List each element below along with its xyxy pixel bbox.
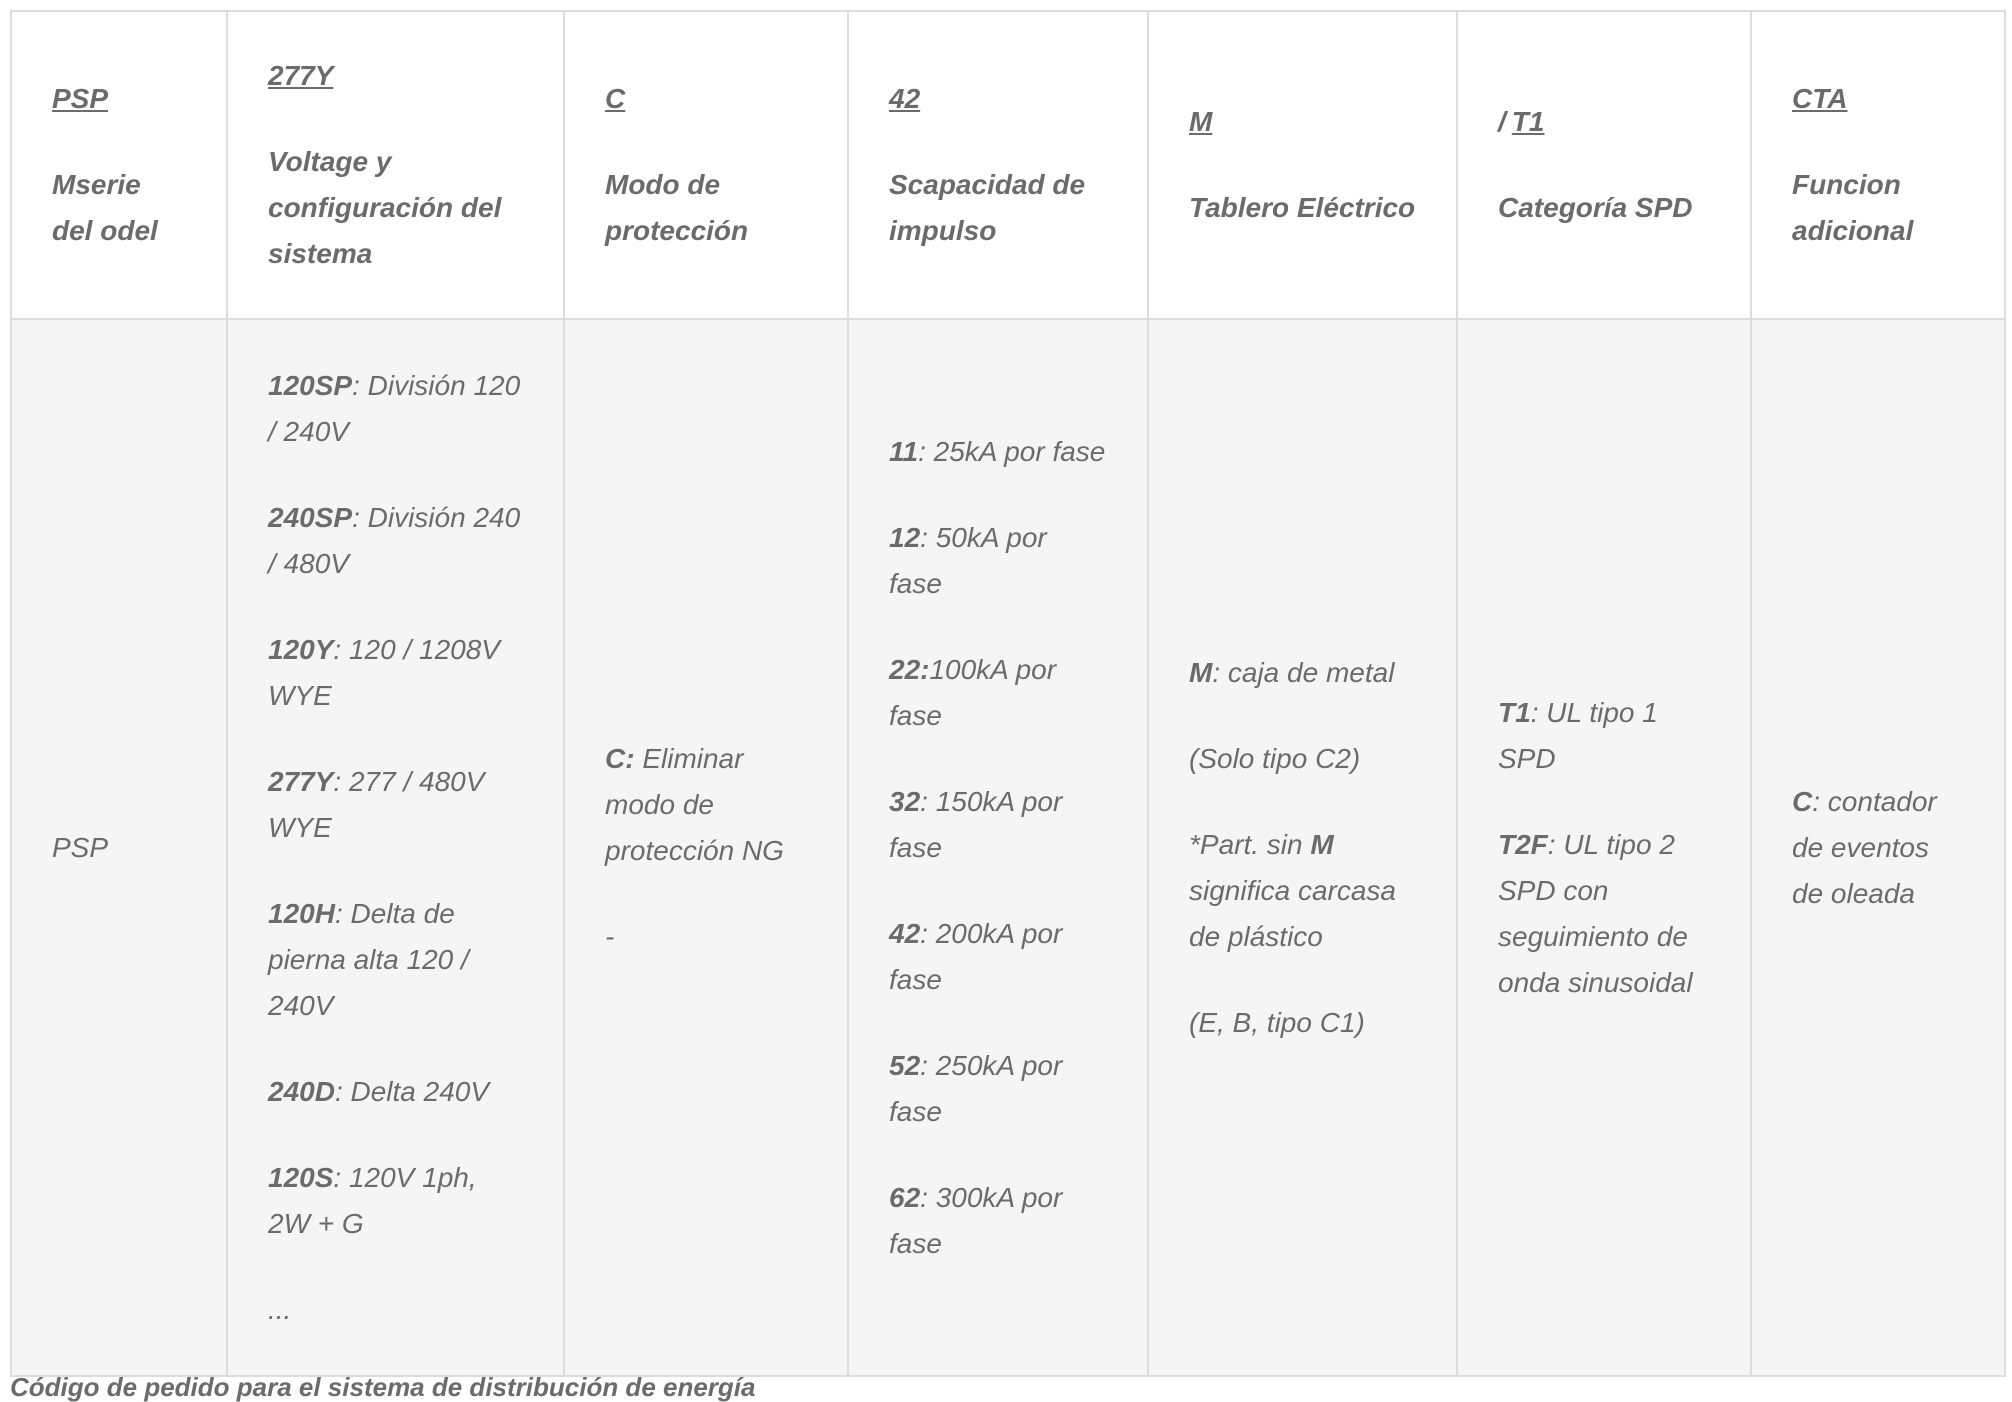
header-cell-model bbox=[11, 11, 227, 319]
option-code: 22: bbox=[889, 653, 930, 685]
cell-spd bbox=[1457, 319, 1751, 1376]
header-cell-mode bbox=[564, 11, 848, 319]
option-text: significa carcasa de plástico bbox=[1189, 874, 1396, 952]
mode-option bbox=[605, 736, 807, 874]
option-code: 240D bbox=[268, 1075, 335, 1107]
cell-extra bbox=[1751, 319, 2005, 1376]
cell-capacity bbox=[848, 319, 1148, 1376]
option-text: : 250kA por fase bbox=[889, 1049, 1063, 1127]
header-label: Funcion adicional bbox=[1792, 169, 1914, 246]
option-text: : contador de eventos de oleada bbox=[1792, 785, 1937, 909]
capacity-option bbox=[889, 911, 1107, 1003]
option-code: 120H bbox=[268, 897, 335, 929]
option-text: 100kA por fase bbox=[889, 653, 1057, 731]
header-cell-capacity bbox=[848, 11, 1148, 319]
option-text: *Part. sin bbox=[1189, 828, 1311, 860]
table-caption: Código de pedido para el sistema de distribución de energía bbox=[10, 1372, 756, 1402]
option-code: T1 bbox=[1498, 696, 1531, 728]
option-text: : 50kA por fase bbox=[889, 521, 1047, 599]
enclosure-option bbox=[1189, 650, 1416, 696]
options-row bbox=[11, 319, 2005, 1376]
cell-mode bbox=[564, 319, 848, 1376]
option-code: M bbox=[1310, 828, 1334, 860]
option-code: 42 bbox=[889, 917, 921, 949]
option-code: T2F bbox=[1498, 828, 1548, 860]
option-code: 277Y bbox=[268, 765, 334, 797]
enclosure-note bbox=[1189, 822, 1416, 960]
option-code: C bbox=[1792, 785, 1813, 817]
voltage-option bbox=[268, 1155, 523, 1247]
spd-option bbox=[1498, 690, 1710, 782]
option-text: : UL tipo 2 SPD con seguimiento de onda sinusoidal bbox=[1498, 828, 1693, 998]
option-text: ... bbox=[268, 1293, 292, 1325]
header-cell-extra bbox=[1751, 11, 2005, 319]
cell-model bbox=[11, 319, 227, 1376]
header-code: 277Y bbox=[268, 60, 334, 91]
option-text: (Solo tipo C2) bbox=[1189, 742, 1361, 774]
option-text: : División 120 / 240V bbox=[268, 369, 521, 447]
extra-option bbox=[1792, 779, 1964, 917]
option-text: - bbox=[605, 920, 615, 952]
voltage-option bbox=[268, 1069, 523, 1115]
option-text: : 120 / 1208V WYE bbox=[268, 633, 500, 711]
enclosure-note bbox=[1189, 736, 1416, 782]
header-cell-spd bbox=[1457, 11, 1751, 319]
header-cell-voltage bbox=[227, 11, 564, 319]
header-code: CTA bbox=[1792, 83, 1848, 114]
capacity-option bbox=[889, 1175, 1107, 1267]
option-text: : caja de metal bbox=[1212, 656, 1395, 688]
header-label: Voltage y configuración del sistema bbox=[268, 146, 502, 269]
option-text: : Delta 240V bbox=[334, 1075, 490, 1107]
option-text: : 150kA por fase bbox=[889, 785, 1063, 863]
capacity-option bbox=[889, 647, 1107, 739]
voltage-option bbox=[268, 363, 523, 455]
model-code-table bbox=[10, 10, 2006, 1377]
spd-option bbox=[1498, 822, 1710, 1006]
voltage-option bbox=[268, 759, 523, 851]
capacity-option bbox=[889, 779, 1107, 871]
option-code: 11 bbox=[889, 435, 919, 467]
option-code: 32 bbox=[889, 785, 921, 817]
option-text: : División 240 / 480V bbox=[268, 501, 521, 579]
capacity-option bbox=[889, 429, 1107, 475]
header-code: C bbox=[605, 83, 626, 114]
header-code: M bbox=[1189, 106, 1213, 137]
option-text: Eliminar modo de protección NG bbox=[605, 742, 784, 866]
option-code: 120Y bbox=[268, 633, 334, 665]
option-code: M bbox=[1189, 656, 1213, 688]
model-value: PSP bbox=[52, 831, 109, 863]
cell-enclosure bbox=[1148, 319, 1457, 1376]
option-code: 240SP bbox=[268, 501, 353, 533]
header-code: PSP bbox=[52, 83, 109, 114]
option-text: : UL tipo 1 SPD bbox=[1498, 696, 1658, 774]
option-code: 52 bbox=[889, 1049, 921, 1081]
option-text: (E, B, tipo C1) bbox=[1189, 1006, 1365, 1038]
capacity-option bbox=[889, 1043, 1107, 1135]
option-code: 120SP bbox=[268, 369, 353, 401]
option-code: 120S bbox=[268, 1161, 334, 1193]
header-code: 42 bbox=[889, 83, 921, 114]
header-label: Modo de protección bbox=[605, 169, 749, 246]
header-row bbox=[11, 11, 2005, 319]
header-cell-enclosure bbox=[1148, 11, 1457, 319]
cell-voltage bbox=[227, 319, 564, 1376]
option-text: : 120V 1ph, 2W + G bbox=[268, 1161, 477, 1239]
mode-option bbox=[605, 914, 807, 960]
voltage-option bbox=[268, 495, 523, 587]
enclosure-note bbox=[1189, 1000, 1416, 1046]
voltage-option bbox=[268, 891, 523, 1029]
option-code: 62 bbox=[889, 1181, 921, 1213]
option-code: 12 bbox=[889, 521, 921, 553]
option-text: : Delta de pierna alta 120 / 240V bbox=[268, 897, 469, 1021]
header-label: Scapacidad de impulso bbox=[889, 169, 1086, 246]
voltage-option bbox=[268, 627, 523, 719]
header-label: Tablero Eléctrico bbox=[1189, 192, 1416, 223]
option-text: : 200kA por fase bbox=[889, 917, 1063, 995]
header-prefix: / bbox=[1498, 106, 1506, 137]
header-label: Categoría SPD bbox=[1498, 192, 1693, 223]
option-text: : 25kA por fase bbox=[918, 435, 1106, 467]
header-label: Mserie del odel bbox=[52, 169, 158, 246]
capacity-option bbox=[889, 515, 1107, 607]
option-text: : 300kA por fase bbox=[889, 1181, 1063, 1259]
voltage-option-more bbox=[268, 1287, 523, 1333]
option-text: : 277 / 480V WYE bbox=[268, 765, 485, 843]
option-code: C: bbox=[605, 742, 635, 774]
header-code: T1 bbox=[1511, 106, 1545, 137]
